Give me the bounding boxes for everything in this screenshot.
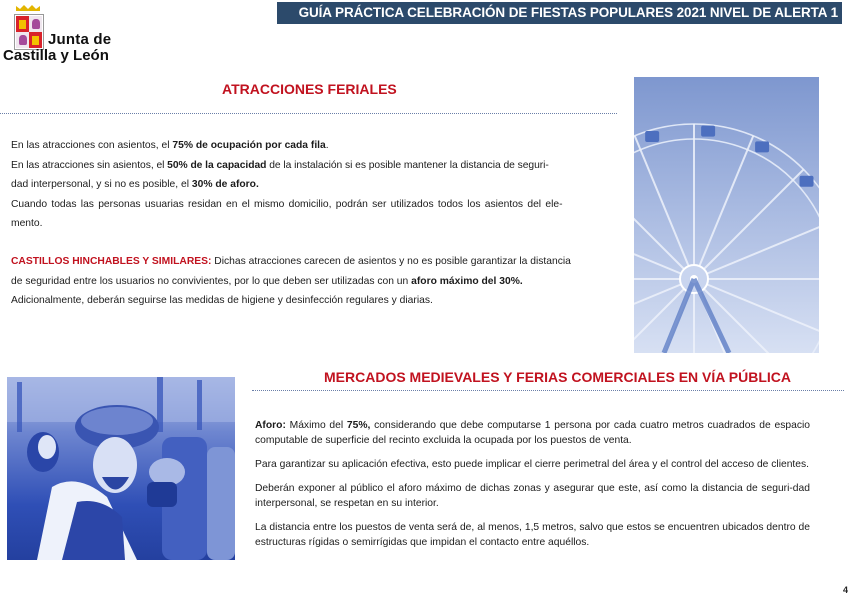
paragraph-line: de seguridad entre los usuarios no convivientes, por lo que deben ser utilizadas con un aforo máximo del 30%. — [11, 275, 523, 287]
paragraph-line: Adicionalmente, deberán seguirse las medidas de higiene y desinfección regulares y diarias. — [11, 295, 433, 306]
section-divider — [252, 390, 844, 391]
mercados-body — [255, 418, 810, 559]
aforo-label: Aforo: — [255, 420, 286, 431]
junta-castilla-leon-logo — [3, 2, 118, 64]
wheel-spoke — [694, 220, 819, 279]
paragraph-line: En las atracciones sin asientos, el 50% de la capacidad de la instalación si es posible mantener la distancia de seguri- — [11, 159, 549, 171]
wheel-cabin — [701, 126, 715, 137]
medieval-market-photo — [7, 377, 235, 560]
paragraph: Deberán exponer al público el aforo máximo de dichas zonas y asegurar que este, así como la distancia de seguri-dad interpersonal, se respetan en su interior. — [255, 483, 810, 509]
wheel-cabin — [755, 141, 769, 152]
paragraph: La distancia entre los puestos de venta será de, al menos, 1,5 metros, salvo que estos se encuentren ubicados dentro de estructuras rígidas o semirrígidas que impidan el contacto entre aquéllos. — [255, 522, 810, 548]
paragraph-line: CASTILLOS HINCHABLES Y SIMILARES: Dichas atracciones carecen de asientos y no es posible garantizar la distancia — [11, 256, 571, 267]
wheel-spoke — [634, 169, 694, 279]
ferris-wheel-illustration — [634, 77, 819, 353]
wheel-spoke — [694, 279, 819, 338]
paragraph-line: Cuando todas las personas usuarias residan en el mismo domicilio, podrán ser utilizados todos los asientos del ele- — [11, 198, 563, 210]
castillos-body — [11, 252, 611, 311]
paragraph: Para garantizar su aplicación efectiva, esto puede implicar el cierre perimetral del área y el control del acceso de clientes. — [255, 459, 810, 470]
section-title-atracciones: ATRACCIONES FERIALES — [222, 81, 397, 97]
atracciones-body — [11, 136, 611, 234]
paragraph-line: En las atracciones con asientos, el 75% de ocupación por cada fila. — [11, 140, 329, 151]
section-title-mercados: MERCADOS MEDIEVALES Y FERIAS COMERCIALES EN VÍA PÚBLICA — [324, 369, 791, 385]
ferris-wheel-photo — [634, 77, 819, 353]
medieval-market-illustration — [7, 377, 235, 560]
wheel-cabin — [645, 131, 659, 142]
castillos-label: CASTILLOS HINCHABLES Y SIMILARES: — [11, 256, 212, 267]
wheel-cabin — [800, 176, 814, 187]
coat-of-arms-icon — [14, 14, 44, 50]
paragraph-line: mento. — [11, 218, 43, 229]
paragraph-line: dad interpersonal, y si no es posible, el 30% de aforo. — [11, 179, 259, 190]
logo-text-line2: Castilla y León — [3, 47, 109, 64]
logo-text-line1: Junta de — [48, 31, 112, 48]
wheel-spoke — [694, 169, 804, 279]
crown-icon — [15, 4, 41, 12]
document-header-bar: GUÍA PRÁCTICA CELEBRACIÓN DE FIESTAS POPULARES 2021 NIVEL DE ALERTA 1 — [277, 2, 842, 24]
section-divider — [0, 113, 617, 114]
paragraph: Aforo: Máximo del 75%, considerando que debe computarse 1 persona por cada cuatro metros cuadrados de espacio computable de superficie del recinto excluida la ocupada por los puestos de venta. — [255, 420, 810, 446]
page-number: 4 — [842, 585, 848, 595]
